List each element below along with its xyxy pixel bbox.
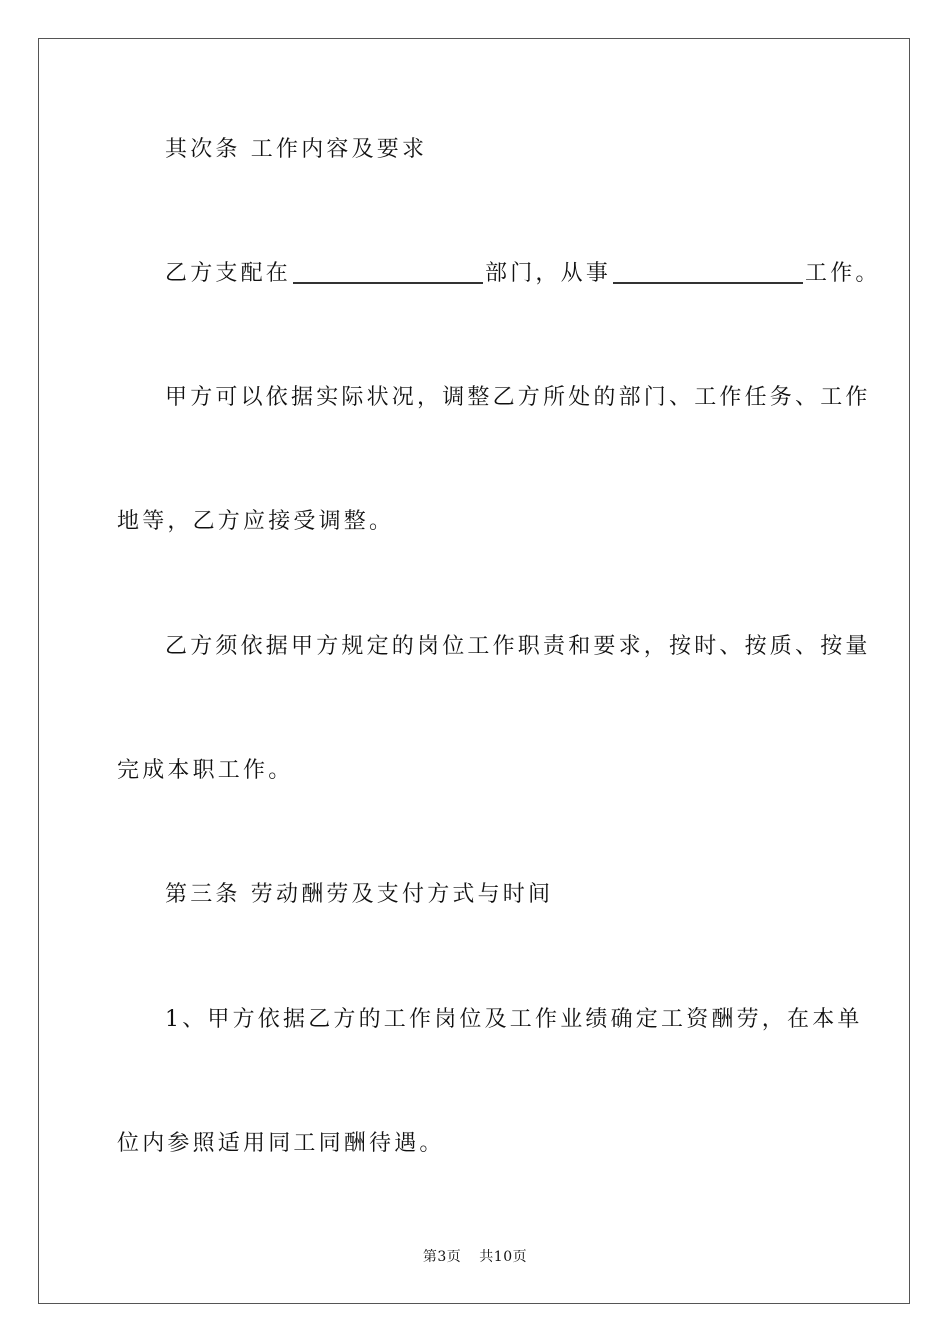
assignment-text-1: 乙方支配在 [165,261,292,286]
paragraph-duty-line-1: 乙方须依据甲方规定的岗位工作职责和要求，按时、按质、按量 [165,634,871,659]
paragraph-salary-line-2: 位内参照适用同工同酬待遇。 [117,1131,445,1156]
paragraph-assignment [165,260,881,288]
department-blank [293,282,483,284]
page-footer [0,1248,950,1266]
paragraph-adjustment-line-1: 甲方可以依据实际状况，调整乙方所处的部门、工作任务、工作 [165,385,871,410]
paragraph-duty-line-2: 完成本职工作。 [117,758,294,783]
assignment-text-2: 部门，从事 [485,261,612,286]
paragraph-adjustment-line-2: 地等，乙方应接受调整。 [117,509,395,534]
job-blank [613,282,803,284]
paragraph-salary-line-1: 1、甲方依据乙方的工作岗位及工作业绩确定工资酬劳，在本单 [165,1007,863,1032]
section-heading-2: 其次条 工作内容及要求 [165,137,428,162]
section-heading-3: 第三条 劳动酬劳及支付方式与时间 [165,882,554,907]
page-total: 共10页 [479,1249,528,1265]
assignment-text-3: 工作。 [805,261,881,286]
page-number: 第3页 [422,1249,462,1265]
page-border [38,38,910,1304]
